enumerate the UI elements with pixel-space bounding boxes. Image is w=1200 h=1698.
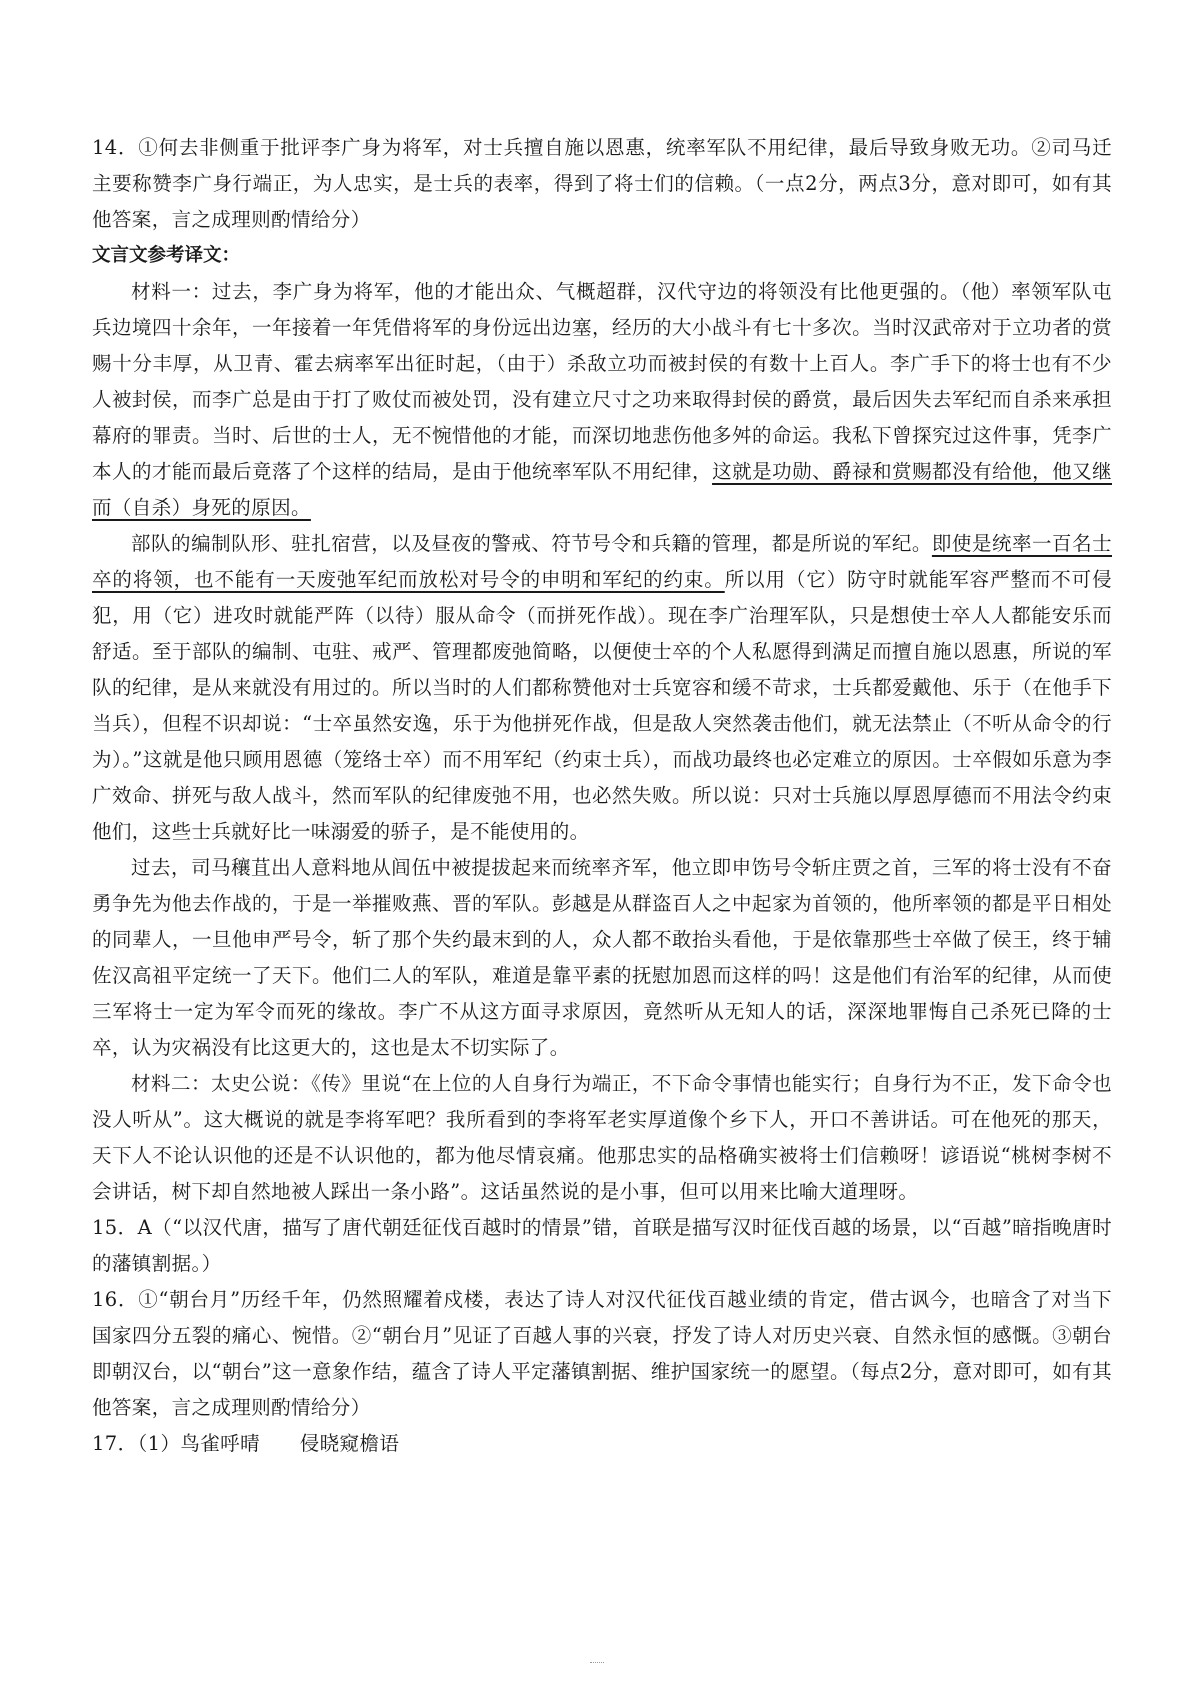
answer-17: 17．（1）鸟雀呼晴 侵晓窥檐语 [92,1432,400,1455]
translation-heading: 文言文参考译文： [92,245,241,266]
translation-paragraph-4: 材料二：太史公说：《传》里说“在上位的人自身行为端正，不下命令事情也能实行；自身行为不正，发下命令也没人听从”。这大概说的就是李将军吧？我所看到的李将军老实厚道像个乡下人，开口不善讲话。可在他死的那天，天下人不论认识他的还是不认识他的，都为他尽情哀痛。他那忠实的品格确实被将士们信赖呀！谚语说“桃树李树不会讲话，树下却自然地被人踩出一条小路”。这话虽然说的是小事，但可以用来比喻大道理呀。 [92,1072,1112,1203]
p1-text: 材料一：过去，李广身为将军，他的才能出众、气概超群，汉代守边的将领没有比他更强的。（他）率领军队屯兵边境四十余年，一年接着一年凭借将军的身份远出边塞，经历的大小战斗有七十多次。当时汉武帝对于立功者的赏赐十分丰厚，从卫青、霍去病率军出征时起，（由于）杀敌立功而被封侯的有数十上百人。李广手下的将士也有不少人被封侯，而李广总是由于打了败仗而被处罚，没有建立尺寸之功来取得封侯的爵赏，最后因失去军纪而自杀来承担幕府的罪责。当时、后世的士人，无不惋惜他的才能，而深切地悲伤他多舛的命运。我私下曾探究过这件事，凭李广本人的才能而最后竟落了个这样的结局，是由于他统率军队不用纪律， [92,280,1112,483]
p1-underlined-text: 这就是功勋、爵禄和赏赐都没有给他，他又继而（自杀）身死的原因。 [92,460,1112,519]
p2-text-end: 所以用（它）防守时就能军容严整而不可侵犯，用（它）进攻时就能严阵（以待）服从命令（而拼死作战）。现在李广治理军队，只是想使士卒人人都能安乐而舒适。至于部队的编制、屯驻、戒严、管理都废弛简略，以便使士卒的个人私愿得到满足而擅自施以恩惠，所说的军队的纪律，是从来就没有用过的。所以当时的人们都称赞他对士兵宽容和缓不苛求，士兵都爱戴他、乐于（在他手下当兵），但程不识却说：“士卒虽然安逸，乐于为他拼死作战，但是敌人突然袭击他们，就无法禁止（不听从命令的行为）。”这就是他只顾用恩德（笼络士卒）而不用军纪（约束士兵），而战功最终也必定难立的原因。士卒假如乐意为李广效命、拼死与敌人战斗，然而军队的纪律废弛不用，也必然失败。所以说：只对士兵施以厚恩厚德而不用法令约束他们，这些士兵就好比一味溺爱的骄子，是不能使用的。 [92,568,1112,843]
p2-underlined-text: 即使是统率一百名士卒的将领，也不能有一天废弛军纪而放松对号令的申明和军纪的约束。 [92,532,1112,591]
answer-15: 15．A（“以汉代唐，描写了唐代朝廷征伐百越时的情景”错，首联是描写汉时征伐百越的场景，以“百越”暗指晚唐时的藩镇割据。） [92,1216,1112,1275]
p2-text-start: 部队的编制队形、驻扎宿营，以及昼夜的警戒、符节号令和兵籍的管理，都是所说的军纪。 [131,532,932,555]
answer-page [92,130,1112,1462]
translation-paragraph-3: 过去，司马穰苴出人意料地从闾伍中被提拔起来而统率齐军，他立即申饬号令斩庄贾之首，三军的将士没有不奋勇争先为他去作战的，于是一举摧败燕、晋的军队。彭越是从群盗百人之中起家为首领的，他所率领的都是平日相处的同辈人，一旦他申严号令，斩了那个失约最末到的人，众人都不敢抬头看他，于是依靠那些士卒做了侯王，终于辅佐汉高祖平定统一了天下。他们二人的军队，难道是靠平素的抚慰加恩而这样的吗！这是他们有治军的纪律，从而使三军将士一定为军令而死的缘故。李广不从这方面寻求原因，竟然听从无知人的话，深深地罪悔自己杀死已降的士卒，认为灾祸没有比这更大的，这也是太不切实际了。 [92,856,1112,1059]
translation-paragraph-1 [92,274,1112,526]
answer-14: 14．①何去非侧重于批评李广身为将军，对士兵擅自施以恩惠，统率军队不用纪律，最后导致身败无功。②司马迁主要称赞李广身行端正，为人忠实，是士兵的表率，得到了将士们的信赖。（一点2分，两点3分，意对即可，如有其他答案，言之成理则酌情给分） [92,136,1112,231]
footer-mark [590,1662,604,1666]
answer-16: 16．①“朝台月”历经千年，仍然照耀着戍楼，表达了诗人对汉代征伐百越业绩的肯定，借古讽今，也暗含了对当下国家四分五裂的痛心、惋惜。②“朝台月”见证了百越人事的兴衰，抒发了诗人对历史兴衰、自然永恒的感慨。③朝台即朝汉台，以“朝台”这一意象作结，蕴含了诗人平定藩镇割据、维护国家统一的愿望。（每点2分，意对即可，如有其他答案，言之成理则酌情给分） [92,1288,1112,1419]
translation-paragraph-2 [92,526,1112,850]
